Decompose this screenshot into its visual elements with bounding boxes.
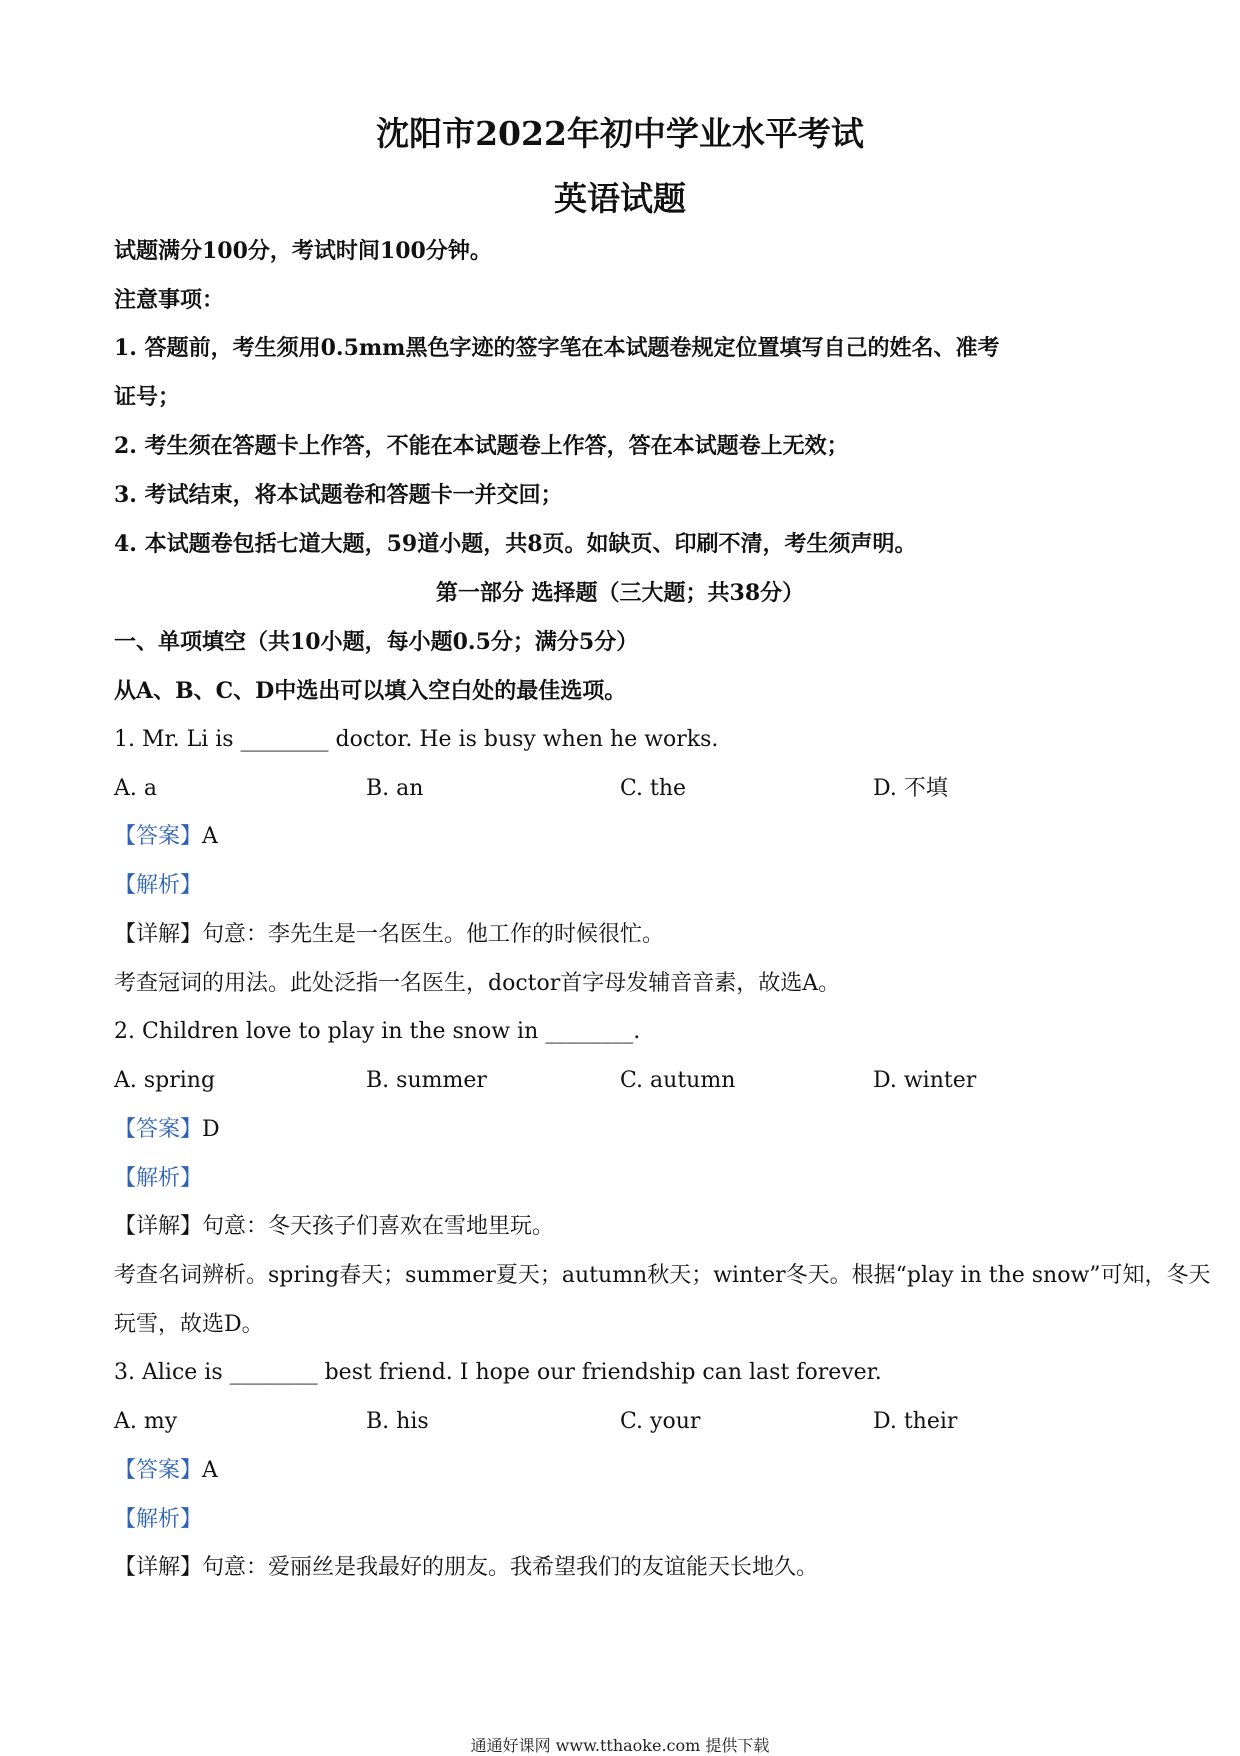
explanation-text: 考查冠词的用法。此处泛指一名医生，doctor首字母发辅音音素，故选A。 bbox=[114, 971, 841, 996]
detail-tag: 【详解】 bbox=[114, 1214, 203, 1239]
note-item: 2. 考生须在答题卡上作答，不能在本试题卷上作答，答在本试题卷上无效； bbox=[114, 433, 849, 459]
exam-subtitle: 英语试题 bbox=[554, 179, 686, 218]
option-c: C. your bbox=[620, 1409, 701, 1434]
answer-line bbox=[114, 1456, 218, 1486]
option-d: D. winter bbox=[873, 1068, 977, 1093]
option-d: D. 不填 bbox=[873, 776, 948, 801]
detail-line bbox=[114, 1212, 554, 1242]
option-b: B. an bbox=[366, 776, 424, 801]
question-stem: 2. Children love to play in the snow in ________. bbox=[114, 1019, 641, 1044]
detail-tag: 【详解】 bbox=[114, 1555, 203, 1580]
analysis-tag: 【解析】 bbox=[114, 1507, 203, 1532]
option-b: B. summer bbox=[366, 1068, 487, 1093]
detail-text: 句意：李先生是一名医生。他工作的时候很忙。 bbox=[202, 922, 665, 947]
analysis-tag: 【解析】 bbox=[114, 1166, 203, 1191]
option-c: C. the bbox=[620, 776, 687, 801]
section-heading: 一、单项填空（共10小题，每小题0.5分；满分5分） bbox=[114, 629, 639, 655]
analysis-tag: 【解析】 bbox=[114, 873, 203, 898]
answer-line bbox=[114, 1115, 220, 1145]
answer-value: D bbox=[202, 1117, 220, 1142]
answer-tag: 【答案】 bbox=[114, 1117, 203, 1142]
answer-tag: 【答案】 bbox=[114, 824, 203, 849]
option-a: A. a bbox=[114, 776, 157, 801]
answer-value: A bbox=[202, 1458, 218, 1483]
explanation-text: 玩雪，故选D。 bbox=[114, 1312, 264, 1337]
note-item: 4. 本试题卷包括七道大题，59道小题，共8页。如缺页、印刷不清，考生须声明。 bbox=[114, 531, 917, 557]
section-instruction: 从A、B、C、D中选出可以填入空白处的最佳选项。 bbox=[114, 678, 627, 704]
option-a: A. spring bbox=[114, 1068, 216, 1093]
page-footer: 通通好课网 www.tthaoke.com 提供下载 bbox=[470, 1736, 770, 1755]
option-d: D. their bbox=[873, 1409, 958, 1434]
detail-line bbox=[114, 920, 664, 950]
exam-info: 试题满分100分，考试时间100分钟。 bbox=[114, 238, 492, 264]
option-c: C. autumn bbox=[620, 1068, 736, 1093]
explanation-text: 考查名词辨析。spring春天；summer夏天；autumn秋天；winter冬天。根据“play in the snow”可知，冬天 bbox=[114, 1263, 1211, 1288]
detail-text: 句意：冬天孩子们喜欢在雪地里玩。 bbox=[202, 1214, 555, 1239]
detail-text: 句意：爱丽丝是我最好的朋友。我希望我们的友谊能天长地久。 bbox=[202, 1555, 819, 1580]
answer-tag: 【答案】 bbox=[114, 1458, 203, 1483]
option-b: B. his bbox=[366, 1409, 429, 1434]
answer-line bbox=[114, 822, 218, 852]
answer-value: A bbox=[202, 824, 218, 849]
detail-tag: 【详解】 bbox=[114, 922, 203, 947]
note-item: 1. 答题前，考生须用0.5mm黑色字迹的签字笔在本试题卷规定位置填写自己的姓名、准考 bbox=[114, 335, 1000, 361]
notes-heading: 注意事项： bbox=[114, 287, 225, 313]
note-item: 3. 考试结束，将本试题卷和答题卡一并交回； bbox=[114, 482, 563, 508]
note-item: 证号； bbox=[114, 384, 181, 410]
question-stem: 3. Alice is ________ best friend. I hope our friendship can last forever. bbox=[114, 1360, 882, 1385]
exam-title: 沈阳市2022年初中学业水平考试 bbox=[376, 114, 864, 153]
option-a: A. my bbox=[114, 1409, 178, 1434]
question-stem: 1. Mr. Li is ________ doctor. He is busy when he works. bbox=[114, 727, 719, 752]
detail-line bbox=[114, 1553, 818, 1583]
part-heading: 第一部分 选择题（三大题；共38分） bbox=[435, 580, 805, 606]
